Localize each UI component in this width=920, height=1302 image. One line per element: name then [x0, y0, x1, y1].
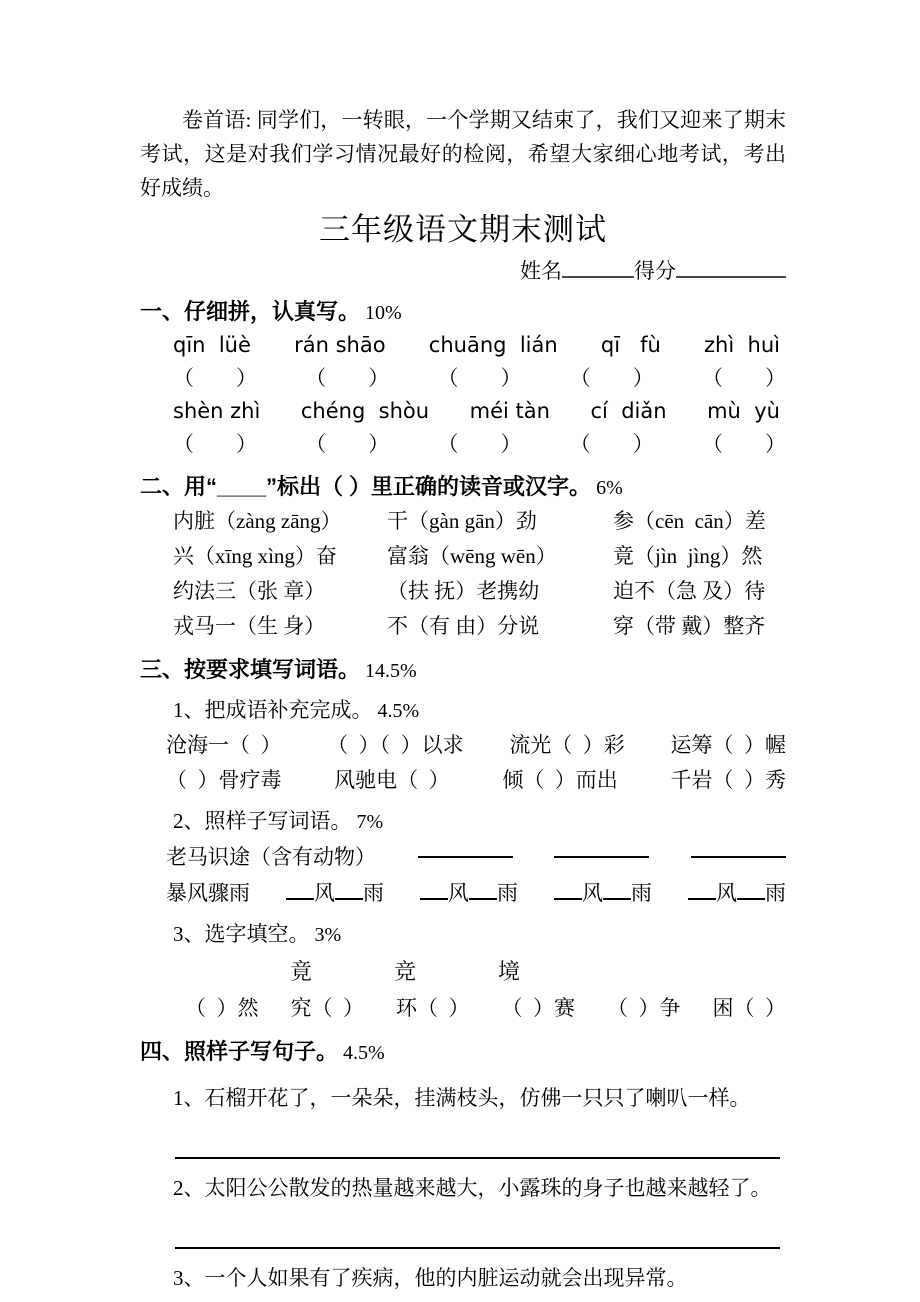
choice-character: 境 — [498, 959, 521, 984]
answer-parens: （ ） — [305, 432, 390, 456]
subsection-3-label — [173, 917, 786, 952]
choice-row — [173, 504, 786, 539]
rain-char: 雨 — [497, 881, 518, 905]
name-field-label: 姓名 — [520, 259, 562, 283]
intro-paragraph: 卷首语: 同学们，一转眼，一个学期又结束了，我们又迎来了期末考试，这是对我们学习情况最好的检阅，希望大家细心地考试，考出好成绩。 — [140, 108, 786, 200]
wind-char: 风 — [582, 881, 603, 905]
name-blank-line — [562, 257, 634, 278]
wind-rain-blank-group — [688, 875, 786, 911]
pinyin-item: mù yù — [707, 399, 780, 423]
idiom-row-1 — [166, 728, 786, 763]
section-2-heading-text: 二、用“____”标出（ ）里正确的读音或汉字。 — [140, 474, 592, 499]
fill-item: 困（ ） — [712, 996, 786, 1020]
answer-blank-line — [737, 881, 765, 900]
answer-parens: （ ） — [305, 366, 390, 390]
wind-char: 风 — [314, 881, 335, 905]
rain-char: 雨 — [363, 881, 384, 905]
answer-parens: （ ） — [569, 432, 654, 456]
score-blank-line — [676, 257, 786, 278]
answer-blank-line — [691, 839, 786, 858]
choice-item: 参（cēn cān）差 — [613, 509, 766, 533]
subsection-2-text: 2、照样子写词语。 — [173, 809, 352, 833]
answer-parens: （ ） — [569, 366, 654, 390]
subsection-1-text: 1、把成语补充完成。 — [173, 698, 373, 722]
fill-item: （ ）争 — [607, 996, 681, 1020]
section-4-heading-text: 四、照样子写句子。 — [140, 1039, 339, 1064]
pinyin-item: zhì huì — [704, 333, 780, 357]
pinyin-item: chéng shòu — [300, 399, 430, 423]
answer-parens: （ ） — [173, 432, 257, 456]
choice-item: 约法三（张 章） — [173, 579, 326, 603]
wind-char: 风 — [448, 881, 469, 905]
answer-blank-line — [554, 839, 649, 858]
idiom-item: （ ）（ ）以求 — [327, 733, 464, 757]
answer-write-line — [175, 1115, 780, 1159]
wind-char: 风 — [716, 881, 737, 905]
subsection-1-label — [173, 693, 786, 728]
answer-blank-line — [688, 881, 716, 900]
choice-item: 竟（jìn jìng）然 — [613, 544, 763, 568]
wind-rain-blank-group — [420, 875, 518, 911]
idiom-item: 沧海一（ ） — [166, 733, 282, 757]
choice-character: 竟 — [290, 959, 313, 984]
idiom-item: 千岩（ ）秀 — [670, 768, 786, 792]
choice-item: 兴（xīng xìng）奋 — [173, 544, 337, 568]
idiom-row-2 — [166, 763, 786, 798]
answer-blank-line — [418, 839, 513, 858]
choice-item: 富翁（wēng wēn） — [387, 544, 557, 568]
pinyin-item: méi tàn — [469, 399, 550, 423]
name-score-line — [140, 256, 786, 286]
word-example: 老马识途（含有动物） — [166, 845, 376, 869]
choice-row — [173, 574, 786, 609]
answer-blank-line — [603, 881, 631, 900]
section-1-heading-text: 一、仔细拼，认真写。 — [140, 299, 361, 324]
choice-item: 干（gàn gān）劲 — [387, 509, 537, 533]
fill-item: （ ）然 — [185, 996, 259, 1020]
pinyin-item: cí diǎn — [590, 399, 667, 423]
subsection-1-percent: 4.5% — [377, 700, 420, 722]
answer-write-line — [175, 1205, 780, 1249]
wind-rain-blank-group — [554, 875, 652, 911]
choice-item: 戎马一（生 身） — [173, 614, 326, 638]
fill-item: 环（ ） — [396, 996, 470, 1020]
section-1-percent: 10% — [365, 302, 402, 324]
sentence-item: 2、太阳公公散发的热量越来越大，小露珠的身子也越来越轻了。 — [173, 1176, 772, 1200]
score-field-label: 得分 — [634, 259, 676, 283]
choice-item: 迫不（急 及）待 — [613, 579, 766, 603]
choice-item: （扶 抚）老携幼 — [387, 579, 540, 603]
pinyin-item: chuāng lián — [428, 333, 558, 357]
answer-blank-line — [469, 881, 497, 900]
pinyin-item: shèn zhì — [173, 399, 261, 423]
choice-item: 内脏（zàng zāng） — [173, 509, 342, 533]
answer-blank-line — [286, 881, 314, 900]
answer-blank-line — [335, 881, 363, 900]
word-pattern-row-1 — [166, 839, 786, 875]
section-1-heading — [140, 296, 786, 329]
answer-blank-line — [554, 881, 582, 900]
rain-char: 雨 — [631, 881, 652, 905]
choice-row — [173, 539, 786, 574]
answer-parens: （ ） — [702, 366, 786, 390]
section-3-percent: 14.5% — [365, 660, 417, 682]
subsection-3-percent: 3% — [314, 924, 342, 946]
subsection-2-label — [173, 804, 786, 839]
idiom-item: 倾（ ）而出 — [502, 768, 618, 792]
section-3-heading — [140, 654, 786, 687]
word-example: 暴风骤雨 — [166, 881, 250, 905]
answer-paren-row-2 — [173, 428, 786, 461]
character-fill-row — [185, 990, 786, 1026]
sentence-item: 3、一个人如果有了疾病，他的内脏运动就会出现异常。 — [173, 1266, 688, 1290]
page-title: 三年级语文期末测试 — [319, 212, 607, 247]
section-4-percent: 4.5% — [343, 1042, 385, 1064]
subsection-3-text: 3、选字填空。 — [173, 922, 310, 946]
pinyin-row-1 — [173, 329, 780, 362]
wind-rain-blank-group — [286, 875, 384, 911]
answer-parens: （ ） — [437, 366, 522, 390]
choice-item: 穿（带 戴）整齐 — [613, 614, 766, 638]
section-4-heading — [140, 1036, 786, 1069]
answer-blank-line — [420, 881, 448, 900]
idiom-item: （ ）骨疗毒 — [166, 768, 282, 792]
section-2-heading — [140, 471, 786, 504]
answer-parens: （ ） — [437, 432, 522, 456]
pinyin-item: qīn lüè — [173, 333, 251, 357]
pinyin-row-2 — [173, 395, 780, 428]
rain-char: 雨 — [765, 881, 786, 905]
subsection-2-percent: 7% — [356, 811, 384, 833]
choice-item: 不（有 由）分说 — [387, 614, 540, 638]
choice-row — [173, 609, 786, 644]
word-pattern-row-2 — [166, 875, 786, 911]
sentence-item: 1、石榴开花了，一朵朵，挂满枝头，仿佛一只只了喇叭一样。 — [173, 1086, 751, 1110]
section-2-percent: 6% — [596, 477, 623, 499]
idiom-item: 运筹（ ）幄 — [670, 733, 786, 757]
pinyin-item: rán shāo — [294, 333, 386, 357]
character-choices-row — [290, 954, 786, 990]
fill-item: （ ）赛 — [501, 996, 575, 1020]
idiom-item: 流光（ ）彩 — [509, 733, 625, 757]
answer-parens: （ ） — [702, 432, 786, 456]
choice-character: 竞 — [394, 959, 417, 984]
answer-paren-row-1 — [173, 362, 786, 395]
idiom-item: 风驰电（ ） — [334, 768, 450, 792]
fill-item: 究（ ） — [290, 996, 364, 1020]
pinyin-item: qī fù — [600, 333, 661, 357]
section-3-heading-text: 三、按要求填写词语。 — [140, 657, 361, 682]
answer-parens: （ ） — [173, 366, 257, 390]
